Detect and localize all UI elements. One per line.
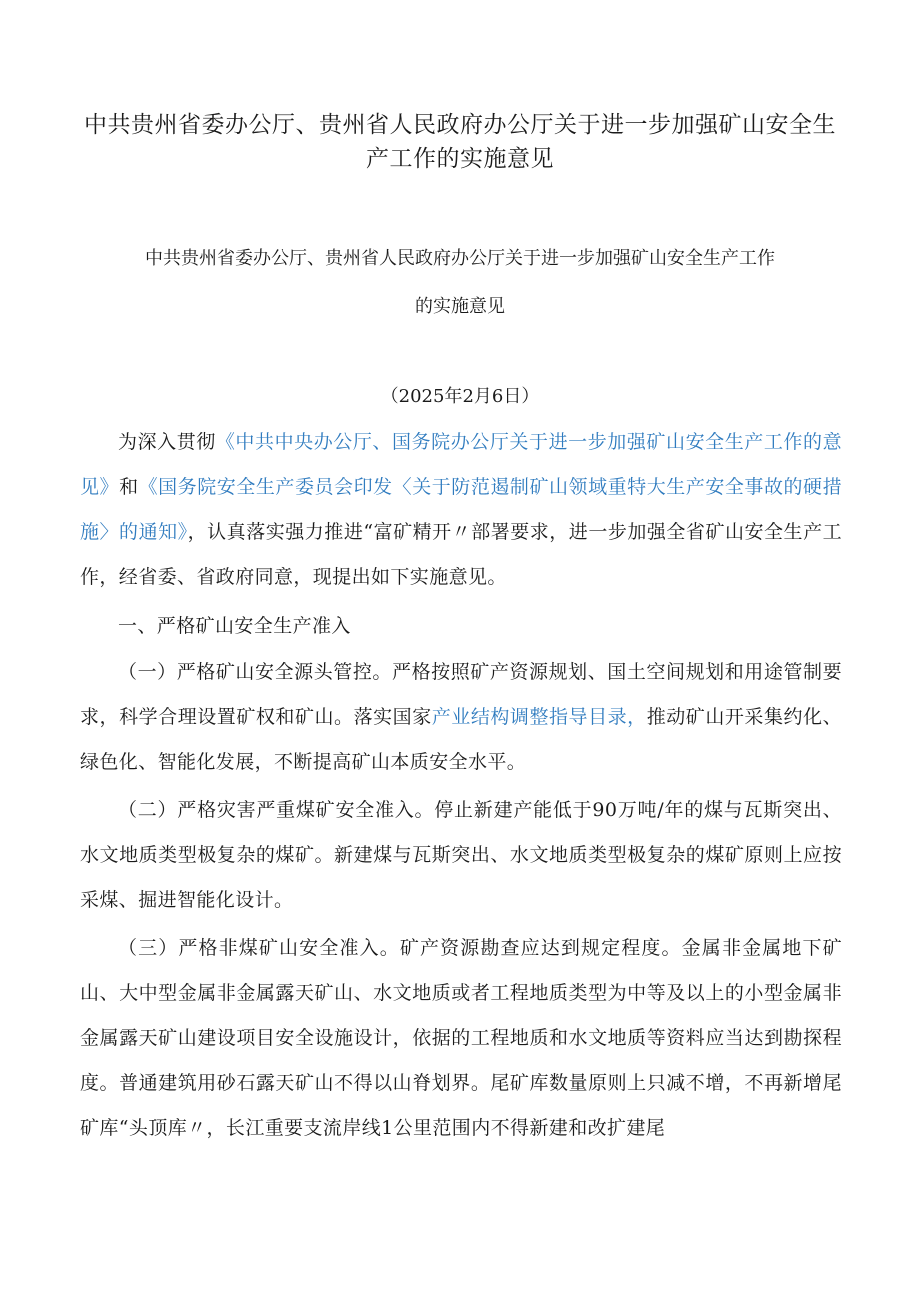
item-1-text-after: 推动矿山开采集约化、绿色化、智能化发展，不断提高矿山本质安全水平。 bbox=[80, 706, 842, 773]
document-title: 中共贵州省委办公厅、贵州省人民政府办公厅关于进一步加强矿山安全生产工作的实施意见 bbox=[84, 112, 836, 172]
section-item-3 bbox=[80, 926, 842, 1151]
intro-text-1: 为深入贯彻 bbox=[118, 431, 216, 453]
section-heading-1 bbox=[80, 604, 842, 649]
item-3-text: （三）严格非煤矿山安全准入。矿产资源勘查应达到规定程度。金属非金属地下矿山、大中型金属非金属露天矿山、水文地质或者工程地质类型为中等及以上的小型金属非金属露天矿山建设项目安全设施设计，依据的工程地质和水文地质等资料应当达到勘探程度。普通建筑用砂石露天矿山不得以山脊划界。尾矿库数量原则上只减不增，不再新增尾矿库“头顶库〃，长江重要支流岸线1公里范围内不得新建和改扩建尾 bbox=[80, 937, 842, 1139]
section-item-1 bbox=[80, 650, 842, 785]
intro-text-2: 和 bbox=[119, 476, 139, 498]
item-1-text-before: （一）严格矿山安全源头管控。严格按照矿产资源规划、国土空间规划和用途管制要求，科学合理设置矿权和矿山。落实国家 bbox=[80, 661, 842, 728]
section-item-2 bbox=[80, 788, 842, 923]
link-state-council-notice[interactable]: 《国务院安全生产委员会印发〈关于防范遏制矿山领域重特大生产安全事故的硬措施〉的通知》 bbox=[80, 476, 842, 543]
item-2-text: （二）严格灾害严重煤矿安全准入。停止新建产能低于90万吨/年的煤与瓦斯突出、水文地质类型极复杂的煤矿。新建煤与瓦斯突出、水文地质类型极复杂的煤矿原则上应按采煤、掘进智能化设计。 bbox=[80, 799, 842, 911]
intro-text-3: ，认真落实强力推进“富矿精开〃部署要求，进一步加强全省矿山安全生产工作，经省委、省政府同意，现提出如下实施意见。 bbox=[80, 521, 842, 588]
document-date: （2025年2月6日） bbox=[380, 386, 540, 407]
section-heading-text: 一、严格矿山安全生产准入 bbox=[118, 615, 351, 637]
link-industry-catalog[interactable]: 产业结构调整指导目录， bbox=[431, 706, 647, 728]
intro-paragraph bbox=[80, 420, 842, 600]
link-central-opinion[interactable]: 《中共中央办公厅、国务院办公厅关于进一步加强矿山安全生产工作的意见》 bbox=[80, 431, 842, 498]
document-subtitle-line2: 的实施意见 bbox=[415, 296, 505, 317]
document-subtitle-line1: 中共贵州省委办公厅、贵州省人民政府办公厅关于进一步加强矿山安全生产工作 bbox=[145, 248, 775, 269]
